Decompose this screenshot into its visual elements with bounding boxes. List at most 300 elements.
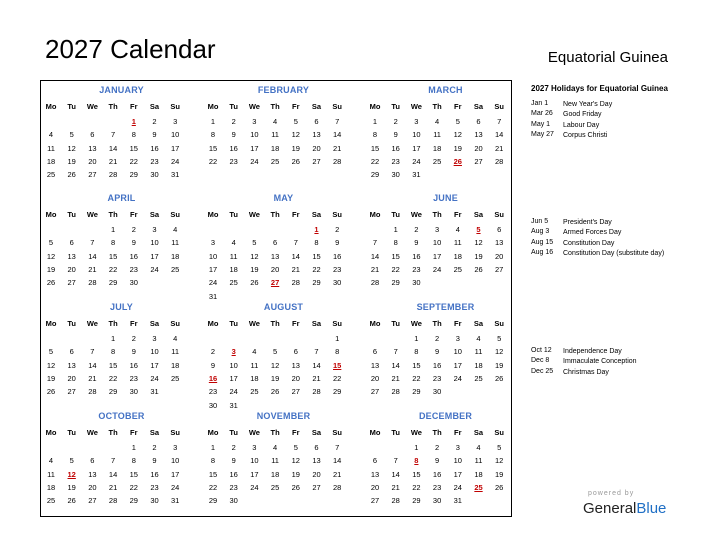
- calendar-day: 13: [88, 143, 97, 153]
- calendar-day: 4: [231, 238, 236, 248]
- weekday-header: Mo: [45, 102, 57, 111]
- calendar-day: 4: [435, 117, 440, 126]
- weekday-header: Su: [170, 102, 180, 111]
- weekday-header: Tu: [67, 428, 76, 437]
- calendar-day: 16: [150, 143, 159, 153]
- calendar-day: 24: [250, 156, 259, 166]
- weekday-header: We: [86, 102, 98, 111]
- calendar-day: 18: [229, 264, 238, 274]
- calendar-day: 22: [412, 482, 421, 492]
- calendar-day: 13: [270, 251, 280, 261]
- calendar-day: 29: [370, 170, 380, 180]
- calendar-day: 27: [370, 496, 380, 506]
- calendar-day: 2: [231, 117, 236, 126]
- month-name: FEBRUARY: [257, 85, 310, 95]
- month-name: NOVEMBER: [256, 411, 311, 421]
- calendar-day: 1: [335, 334, 340, 343]
- calendar-day: 10: [150, 238, 159, 248]
- weekday-header: Fr: [454, 210, 462, 219]
- calendar-day: 27: [312, 156, 321, 166]
- calendar-day: 29: [312, 278, 321, 288]
- calendar-day: 16: [333, 251, 342, 261]
- calendar-day: 24: [453, 482, 462, 492]
- weekday-header: Th: [270, 428, 280, 437]
- calendar-day: 31: [229, 400, 238, 410]
- holiday-item-name: Independence Day: [563, 348, 622, 355]
- weekday-header: Tu: [229, 102, 238, 111]
- weekday-header: Tu: [229, 210, 238, 219]
- calendar-day: 25: [474, 373, 483, 383]
- calendar-day: 13: [88, 469, 97, 479]
- calendar-day: 19: [67, 156, 76, 166]
- calendar-day: 25: [46, 170, 56, 180]
- holidays-title: 2027 Holidays for Equatorial Guinea: [531, 84, 668, 93]
- calendar-day: 12: [67, 143, 76, 153]
- holiday-date: 27: [270, 278, 280, 288]
- holiday-item-date: Aug 16: [531, 248, 554, 256]
- calendar-day: 1: [414, 334, 419, 343]
- weekday-header: Th: [108, 319, 118, 328]
- calendar-day: 27: [495, 264, 504, 274]
- weekday-header: We: [410, 319, 422, 328]
- calendar-day: 16: [150, 469, 159, 479]
- calendar-day: 22: [391, 264, 400, 274]
- holiday-date: 8: [414, 456, 419, 466]
- month-december: [369, 411, 522, 516]
- calendar-day: 15: [208, 469, 218, 479]
- calendar-day: 25: [453, 264, 462, 274]
- calendar-day: 10: [150, 347, 159, 357]
- calendar-day: 20: [88, 156, 97, 166]
- month-october: [45, 411, 198, 516]
- calendar-day: 18: [46, 156, 56, 166]
- calendar-day: 5: [252, 238, 257, 248]
- calendar-day: 9: [210, 360, 216, 370]
- weekday-header: Fr: [454, 319, 462, 328]
- calendar-day: 19: [291, 143, 300, 153]
- calendar-day: 11: [474, 347, 483, 357]
- weekday-header: Sa: [149, 102, 160, 111]
- calendar-day: 14: [370, 251, 380, 261]
- weekday-header: Fr: [292, 210, 300, 219]
- weekday-header: Sa: [311, 428, 322, 437]
- calendar-day: 9: [335, 238, 340, 248]
- calendar-day: 30: [150, 170, 159, 180]
- calendar-day: 25: [432, 156, 442, 166]
- weekday-header: Th: [432, 428, 442, 437]
- calendar-day: 6: [273, 238, 278, 248]
- month-name: MARCH: [428, 85, 463, 95]
- calendar-day: 30: [333, 278, 342, 288]
- weekday-header: Tu: [67, 319, 76, 328]
- weekday-header: Sa: [311, 102, 322, 111]
- calendar-day: 4: [476, 334, 481, 343]
- calendar-day: 22: [333, 373, 342, 383]
- calendar-day: 11: [453, 238, 462, 248]
- calendar-day: 3: [173, 117, 178, 126]
- weekday-header: Mo: [207, 319, 219, 328]
- calendar-day: 17: [150, 360, 159, 370]
- weekday-header: Mo: [45, 210, 57, 219]
- calendar-day: 19: [495, 360, 504, 370]
- calendar-day: 13: [67, 251, 76, 261]
- calendar-day: 28: [391, 496, 400, 506]
- weekday-header: Tu: [67, 102, 76, 111]
- calendar-day: 26: [250, 278, 259, 288]
- calendar-day: 8: [335, 347, 340, 357]
- calendar-day: 11: [47, 469, 55, 479]
- calendar-day: 28: [88, 278, 97, 288]
- calendar-day: 8: [393, 238, 398, 248]
- weekday-header: Tu: [229, 428, 238, 437]
- calendar-day: 10: [171, 456, 180, 466]
- calendar-day: 2: [131, 334, 136, 343]
- calendar-day: 22: [370, 156, 380, 166]
- calendar-day: 3: [455, 334, 460, 343]
- weekday-header: We: [248, 210, 260, 219]
- calendar-day: 8: [210, 456, 216, 466]
- weekday-header: Su: [332, 210, 342, 219]
- calendar-day: 31: [171, 496, 180, 506]
- holiday-item-name: Armed Forces Day: [563, 229, 622, 237]
- calendar-day: 6: [497, 225, 502, 234]
- calendar-day: 4: [455, 225, 460, 234]
- calendar-day: 19: [46, 373, 56, 383]
- calendar-day: 5: [48, 238, 54, 248]
- weekday-header: Sa: [311, 319, 322, 328]
- weekday-header: Tu: [67, 210, 76, 219]
- month-name: OCTOBER: [98, 411, 145, 421]
- calendar-day: 7: [335, 443, 340, 452]
- calendar-day: 19: [291, 469, 300, 479]
- weekday-header: Su: [332, 319, 342, 328]
- calendar-day: 24: [229, 387, 238, 397]
- weekday-header: We: [248, 102, 260, 111]
- calendar-day: 14: [108, 469, 118, 479]
- calendar-day: 20: [270, 264, 280, 274]
- calendar-day: 25: [171, 264, 180, 274]
- calendar-day: 15: [208, 143, 218, 153]
- calendar-day: 17: [171, 469, 180, 479]
- month-name: MAY: [273, 193, 294, 203]
- weekday-header: We: [248, 319, 260, 328]
- holiday-item-date: Mar 26: [531, 110, 553, 118]
- calendar-day: 25: [270, 156, 280, 166]
- calendar-day: 17: [453, 360, 462, 370]
- calendar-day: 12: [453, 130, 462, 140]
- calendar-day: 21: [291, 264, 300, 274]
- calendar-day: 21: [333, 143, 342, 153]
- calendar-day: 27: [67, 387, 76, 397]
- calendar-day: 16: [412, 251, 421, 261]
- calendar-day: 10: [453, 347, 462, 357]
- weekday-header: Fr: [130, 319, 138, 328]
- weekday-header: Fr: [454, 428, 462, 437]
- calendar-day: 31: [208, 291, 218, 301]
- month-name: SEPTEMBER: [416, 302, 475, 312]
- holiday-item-date: May 1: [531, 120, 551, 128]
- calendar-day: 23: [208, 387, 218, 397]
- calendar-day: 16: [229, 143, 238, 153]
- month-name: DECEMBER: [418, 411, 473, 421]
- calendar-day: 30: [412, 278, 421, 288]
- calendar-day: 9: [231, 130, 236, 140]
- calendar-day: 10: [229, 360, 238, 370]
- calendar-day: 17: [229, 373, 238, 383]
- weekday-header: Sa: [473, 428, 484, 437]
- weekday-header: We: [248, 428, 260, 437]
- calendar-day: 20: [291, 373, 300, 383]
- weekday-header: Mo: [369, 210, 381, 219]
- calendar-day: 24: [250, 482, 259, 492]
- holiday-item-name: Good Friday: [563, 111, 602, 119]
- calendar-day: 20: [474, 143, 483, 153]
- calendar-day: 11: [271, 130, 279, 140]
- weekday-header: Th: [270, 102, 280, 111]
- weekday-header: We: [86, 319, 98, 328]
- calendar-day: 23: [432, 373, 442, 383]
- calendar-day: 1: [210, 443, 216, 452]
- calendar-day: 28: [370, 278, 380, 288]
- calendar-day: 23: [129, 264, 138, 274]
- weekday-header: Sa: [149, 319, 160, 328]
- calendar-day: 23: [229, 482, 238, 492]
- month-november: [207, 411, 360, 516]
- calendar-day: 20: [370, 482, 380, 492]
- calendar-day: 16: [129, 360, 138, 370]
- calendar-day: 30: [229, 496, 238, 506]
- logo-blue: Blue: [636, 500, 667, 517]
- calendar-day: 14: [312, 360, 321, 370]
- calendar-day: 5: [273, 347, 278, 357]
- calendar-day: 9: [152, 456, 157, 466]
- holiday-date: 16: [208, 373, 218, 383]
- calendar-day: 31: [412, 170, 421, 180]
- calendar-day: 4: [252, 347, 257, 357]
- calendar-day: 18: [474, 360, 483, 370]
- calendar-day: 24: [150, 373, 159, 383]
- calendar-day: 29: [108, 278, 118, 288]
- calendar-day: 24: [208, 278, 218, 288]
- calendar-day: 13: [495, 238, 504, 248]
- calendar-day: 17: [250, 469, 259, 479]
- calendar-day: 28: [88, 387, 97, 397]
- calendar-day: 29: [412, 496, 421, 506]
- calendar-day: 9: [131, 347, 136, 357]
- calendar-day: 3: [173, 443, 178, 452]
- holiday-item-date: Dec 25: [531, 367, 554, 375]
- calendar-day: 2: [131, 225, 136, 234]
- month-august: [207, 302, 360, 410]
- weekday-header: Sa: [473, 102, 484, 111]
- weekday-header: Mo: [369, 428, 381, 437]
- calendar-day: 17: [150, 251, 159, 261]
- calendar-day: 1: [393, 225, 398, 234]
- weekday-header: We: [86, 428, 98, 437]
- calendar-day: 7: [111, 130, 116, 140]
- calendar-day: 9: [131, 238, 136, 248]
- calendar-day: 28: [291, 278, 300, 288]
- calendar-day: 22: [108, 264, 118, 274]
- calendar-day: 6: [372, 456, 378, 466]
- weekday-header: Th: [432, 319, 442, 328]
- weekday-header: Su: [170, 319, 180, 328]
- holiday-item-date: Jan 1: [531, 100, 549, 107]
- calendar-day: 6: [90, 456, 95, 466]
- holiday-item-date: Aug 15: [531, 238, 554, 246]
- calendar-day: 13: [474, 130, 483, 140]
- calendar-day: 13: [312, 456, 321, 466]
- calendar-day: 27: [474, 156, 483, 166]
- calendar-day: 12: [474, 238, 483, 248]
- calendar-day: 28: [333, 482, 342, 492]
- calendar-day: 22: [412, 373, 421, 383]
- month-name: JUNE: [433, 193, 458, 203]
- weekday-header: Th: [108, 102, 118, 111]
- month-july: [45, 302, 198, 407]
- calendar-day: 7: [372, 238, 378, 248]
- calendar-day: 14: [333, 456, 342, 466]
- calendar-day: 9: [231, 456, 236, 466]
- calendar-day: 15: [129, 469, 138, 479]
- calendar-day: 26: [495, 482, 504, 492]
- weekday-header: Tu: [391, 428, 400, 437]
- generalblue-logo[interactable]: [583, 500, 666, 517]
- calendar-day: 13: [370, 360, 380, 370]
- calendar-day: 24: [453, 373, 462, 383]
- calendar-day: 21: [391, 373, 400, 383]
- calendar-day: 16: [229, 469, 238, 479]
- calendar-day: 20: [67, 264, 76, 274]
- holiday-date: 15: [333, 360, 342, 370]
- calendar-day: 19: [474, 251, 483, 261]
- calendar-day: 14: [391, 360, 400, 370]
- month-september: [369, 302, 522, 407]
- weekday-header: Mo: [369, 319, 381, 328]
- weekday-header: Fr: [130, 102, 138, 111]
- calendar-day: 18: [46, 482, 56, 492]
- weekday-header: Sa: [473, 319, 484, 328]
- calendar-day: 18: [453, 251, 462, 261]
- calendar-day: 1: [372, 117, 378, 126]
- calendar-day: 15: [108, 251, 118, 261]
- calendar-day: 24: [412, 156, 421, 166]
- calendar-day: 15: [108, 360, 118, 370]
- calendar-day: 17: [250, 143, 259, 153]
- calendar-day: 7: [293, 238, 298, 248]
- holiday-item-date: Oct 12: [531, 347, 552, 354]
- holiday-date: 1: [131, 117, 136, 126]
- weekday-header: Su: [494, 319, 504, 328]
- calendar-day: 25: [270, 482, 280, 492]
- calendar-day: 23: [333, 264, 342, 274]
- calendar-day: 28: [312, 387, 321, 397]
- weekday-header: Tu: [391, 210, 400, 219]
- calendar-day: 23: [150, 156, 159, 166]
- calendar-day: 4: [173, 334, 178, 343]
- calendar-day: 26: [270, 387, 280, 397]
- weekday-header: Mo: [45, 428, 57, 437]
- calendar-day: 29: [108, 387, 118, 397]
- calendar-day: 8: [111, 238, 116, 248]
- calendar-day: 20: [312, 143, 321, 153]
- weekday-header: Th: [108, 428, 118, 437]
- weekday-header: Mo: [207, 428, 219, 437]
- holiday-date: 12: [67, 469, 76, 479]
- calendar-day: 7: [393, 456, 398, 466]
- calendar-day: 12: [495, 456, 504, 466]
- calendar-day: 23: [150, 482, 159, 492]
- calendar-day: 5: [293, 117, 298, 126]
- calendar-day: 6: [69, 347, 74, 357]
- weekday-header: Th: [270, 319, 280, 328]
- calendar-day: 11: [171, 347, 180, 357]
- calendar-day: 4: [173, 225, 178, 234]
- calendar-day: 14: [333, 130, 342, 140]
- calendar-day: 23: [129, 373, 138, 383]
- weekday-header: Su: [332, 102, 342, 111]
- calendar-day: 3: [455, 443, 460, 452]
- calendar-day: 2: [152, 117, 157, 126]
- calendar-day: 11: [171, 238, 180, 248]
- calendar-day: 19: [46, 264, 56, 274]
- calendar-day: 6: [69, 238, 74, 248]
- calendar-day: 17: [412, 143, 421, 153]
- holiday-item-name: Immaculate Conception: [563, 358, 637, 366]
- weekday-header: Sa: [149, 428, 160, 437]
- calendar-day: 18: [270, 469, 280, 479]
- month-may: [207, 193, 360, 301]
- calendar-day: 21: [333, 469, 342, 479]
- calendar-day: 4: [273, 443, 278, 452]
- weekday-header: Tu: [391, 102, 400, 111]
- calendar-day: 27: [291, 387, 300, 397]
- calendar-day: 1: [131, 443, 136, 452]
- holiday-date: 1: [314, 225, 319, 234]
- calendar-day: 11: [250, 360, 259, 370]
- holiday-date: 3: [231, 347, 236, 357]
- calendar-day: 3: [210, 238, 216, 248]
- calendar-day: 12: [291, 456, 300, 466]
- calendar-day: 8: [131, 456, 136, 466]
- calendar-day: 15: [412, 360, 421, 370]
- calendar-day: 19: [67, 482, 76, 492]
- calendar-day: 10: [171, 130, 180, 140]
- weekday-header: Mo: [369, 102, 381, 111]
- calendar-day: 3: [252, 443, 257, 452]
- calendar-day: 29: [412, 387, 421, 397]
- calendar-day: 2: [414, 225, 419, 234]
- calendar-day: 16: [129, 251, 138, 261]
- calendar-day: 29: [333, 387, 342, 397]
- calendar-day: 18: [270, 143, 280, 153]
- calendar-day: 5: [293, 443, 298, 452]
- calendar-day: 18: [474, 469, 483, 479]
- calendar-day: 27: [88, 170, 97, 180]
- calendar-day: 30: [208, 400, 218, 410]
- calendar-day: 13: [67, 360, 76, 370]
- calendar-day: 18: [250, 373, 259, 383]
- calendar-day: 16: [432, 469, 442, 479]
- calendar-day: 28: [495, 156, 504, 166]
- calendar-day: 8: [372, 130, 378, 140]
- calendar-day: 10: [412, 130, 421, 140]
- calendar-day: 5: [497, 443, 502, 452]
- calendar-day: 22: [129, 482, 138, 492]
- calendar-day: 20: [312, 469, 321, 479]
- calendar-day: 6: [314, 117, 319, 126]
- calendar-day: 22: [129, 156, 138, 166]
